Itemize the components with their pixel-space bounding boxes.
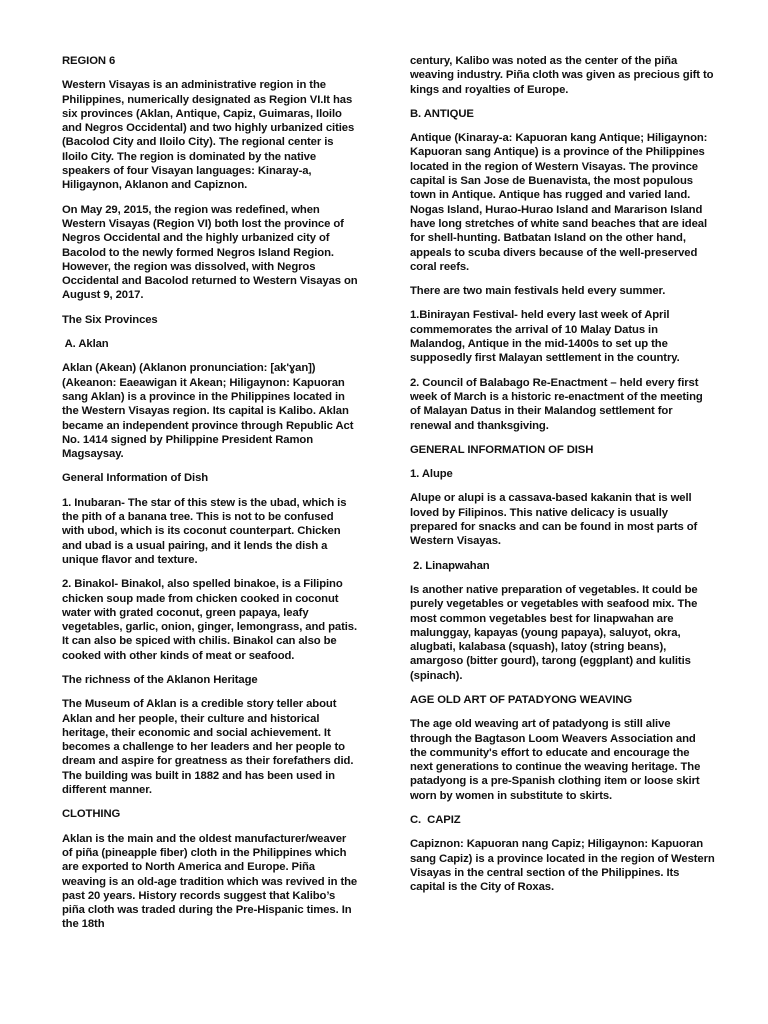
right-column bbox=[410, 54, 715, 905]
clothing-continued-paragraph: century, Kalibo was noted as the center of the piña weaving industry. Piña cloth was given as precious gift to kings and royalties of Europe. bbox=[410, 55, 714, 96]
alupe-heading: 1. Alupe bbox=[410, 468, 453, 481]
linapwahan-heading: 2. Linapwahan bbox=[410, 559, 490, 572]
dish-heading-right: GENERAL INFORMATION OF DISH bbox=[410, 443, 594, 456]
heritage-heading: The richness of the Aklanon Heritage bbox=[62, 673, 258, 686]
aklan-heading: A. Aklan bbox=[62, 338, 109, 351]
capiz-heading: C. CAPIZ bbox=[410, 814, 461, 827]
alupe-paragraph: Alupe or alupi is a cassava-based kakanin that is well loved by Filipinos. This native delicacy is usually prepared for snacks and can be found in most parts of Western Visayas. bbox=[410, 492, 698, 548]
balabago-paragraph: 2. Council of Balabago Re-Enactment – held every first week of March is a historic re-enactment of the meeting of Malayan Datus in their Malandog settlement for renewal and thanksgiving. bbox=[410, 376, 703, 432]
festivals-intro: There are two main festivals held every summer. bbox=[410, 285, 666, 298]
capiz-paragraph: Capiznon: Kapuoran nang Capiz; Hiligaynon: Kapuoran sang Capiz) is a province located in the region of Western Visayas in the central section of the Philippines. Its capital is the City of Roxas. bbox=[410, 838, 715, 894]
aklan-paragraph: Aklan (Akean) (Aklanon pronunciation: [ak'ɣan]) (Akeanon: Eaeawigan it Akean; Hiligaynon: Kapuoran sang Aklan) is a province in the Philippines located in the Western Visayas region. Its capital is Kalibo. Aklan became an independent province through Republic Act No. 1414 signed by Philippine President Ramon Magsaysay. bbox=[62, 362, 354, 461]
weaving-paragraph: The age old weaving art of patadyong is still alive through the Bagtason Loom Weavers Association and the community's effort to educate and encourage the next generations to continue the weaving heritage. The patadyong is a pre-Spanish clothing item or loose skirt worn by women in substitute to skirts. bbox=[410, 718, 701, 802]
left-column bbox=[62, 54, 358, 942]
dish-heading: General Information of Dish bbox=[62, 472, 209, 485]
heritage-paragraph: The Museum of Aklan is a credible story teller about Aklan and her people, their culture and historical heritage, their economic and social achievement. It becomes a challenge to her leaders and her people to dream and aspire for greatness as their forefathers did. The building was built in 1882 and has been used in different manner. bbox=[62, 698, 354, 797]
clothing-paragraph: Aklan is the main and the oldest manufacturer/weaver of piña (pineapple fiber) cloth in the Philippines which are exported to North America and Europe. Piña weaving is an old-age tradition which was revived in the past 20 years. History records suggest that Kalibo’s piña cloth was traded during the Pre-Hispanic times. In the 18th bbox=[62, 832, 358, 931]
linapwahan-paragraph: Is another native preparation of vegetables. It could be purely vegetables or vegetables with seafood mix. The most common vegetables best for linapwahan are malunggay, kapayas (young papaya), saluyot, okra, alugbati, kalabasa (squash), latoy (string beans), amargoso (bitter gourd), tarong (eggplant) and kulitis (spinach). bbox=[410, 583, 698, 682]
redefined-paragraph: On May 29, 2015, the region was redefined, when Western Visayas (Region VI) both lost the province of Negros Occidental and the highly urbanized city of Bacolod to the newly formed Negros Island Region. However, the region was dissolved, with Negros Occidental and Bacolod returned to Western Visayas on August 9, 2017. bbox=[62, 203, 358, 302]
six-provinces-heading: The Six Provinces bbox=[62, 313, 158, 326]
region-heading: REGION 6 bbox=[62, 55, 116, 67]
weaving-heading: AGE OLD ART OF PATADYONG WEAVING bbox=[410, 693, 633, 706]
antique-paragraph: Antique (Kinaray-a: Kapuoran kang Antique; Hiligaynon: Kapuoran sang Antique) is a province of the Philippines located in the region of Western Visayas. The province capital is San Jose de Buenavista, the most populous town in Antique. Antique has rugged and varied land. Nogas Island, Hurao-Hurao Island and Mararison Island have long stretches of white sand beaches that are ideal for shell-hunting. Batbatan Island on the other hand, appeals to scuba divers because of the well-preserved coral reefs. bbox=[410, 132, 708, 273]
inubaran-paragraph: 1. Inubaran- The star of this stew is the ubad, which is the pith of a banana tree. This is not to be confused with ubod, which is its coconut counterpart. Chicken and ubad is a usual pairing, and it lends the dish a unique flavor and texture. bbox=[62, 496, 347, 566]
binirayan-paragraph: 1.Binirayan Festival- held every last week of April commemorates the arrival of 10 Malay Datus in Malandog, Antique in the mid-1400s to set up the supposedly first Malayan settlement in the country. bbox=[410, 309, 680, 365]
intro-paragraph: Western Visayas is an administrative region in the Philippines, numerically designated as Region VI.It has six provinces (Aklan, Antique, Capiz, Guimaras, Iloilo and Negros Occidental) and two highly urbanized cities (Bacolod City and Iloilo City). The regional center is Iloilo City. The region is dominated by the native speakers of four Visayan languages: Kinaray-a, Hiligaynon, Aklanon and Capiznon. bbox=[62, 79, 355, 192]
antique-heading: B. ANTIQUE bbox=[410, 107, 474, 120]
binakol-paragraph: 2. Binakol- Binakol, also spelled binakoe, is a Filipino chicken soup made from chicken cooked in coconut water with grated coconut, green papaya, leafy vegetables, garlic, onion, ginger, lemongrass, and patis. It can also be spiced with chilis. Binakol can also be cooked with other kinds of meat or seafood. bbox=[62, 578, 358, 662]
clothing-heading: CLOTHING bbox=[62, 808, 121, 821]
